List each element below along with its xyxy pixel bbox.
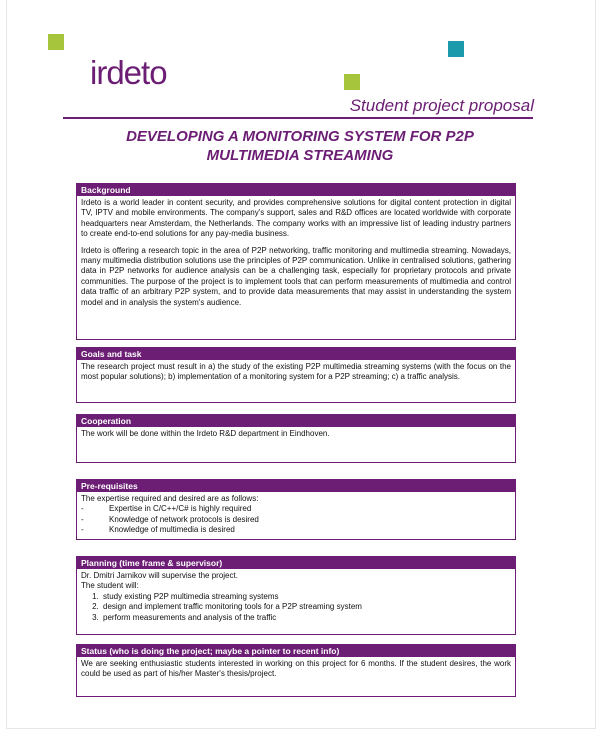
green-square-decoration: [48, 34, 64, 50]
background-paragraph-2: Irdeto is offering a research topic in the area of P2P networking, traffic monitoring and multimedia streaming. Nowadays, many multimedia distribution solutions use the principles of P2P communication. Unlike in centralised solutions, gathering data in P2P networks for audience analysis can be a challenging task, especially for proprietary protocols and private communities. The purpose of the project is to implement tools that can perform measurements of multimedia and control data traffic of an arbitrary P2P system, and to provide data measurements that may assist in understanding the system model and in analysis the system's audience.: [81, 245, 511, 307]
proposal-subtitle: Student project proposal: [349, 96, 534, 115]
header-rule: [63, 117, 533, 119]
background-section: [76, 183, 516, 340]
background-paragraph-1: Irdeto is a world leader in content security, and provides comprehensive solutions for digital content protection in digital TV, IPTV and mobile environments. The company's support, sales and R&D offices are located worldwide with corporate headquarters near Amsterdam, the Netherlands. The company works with an impressive list of leading industry partners to create end-to-end solutions for any pay-media business.: [81, 198, 511, 239]
planning-heading: Planning (time frame & supervisor): [77, 557, 515, 569]
list-item: 3. perform measurements and analysis of the traffic: [101, 613, 511, 623]
status-section: [76, 644, 516, 697]
prerequisites-body: [77, 492, 515, 538]
planning-supervisor: Dr. Dmitri Jarnikov will supervise the project.: [81, 571, 238, 580]
list-item: 2. design and implement traffic monitoring tools for a P2P streaming system: [101, 602, 511, 612]
cooperation-heading: Cooperation: [77, 415, 515, 427]
background-body: [77, 196, 515, 310]
goals-text: The research project must result in a) the study of the existing P2P multimedia streaming systems (with the focus on the most popular solutions); b) implementation of a monitoring system for a P2P streaming; c) a traffic analysis.: [81, 362, 511, 382]
cooperation-text: The work will be done within the Irdeto R&D department in Eindhoven.: [81, 429, 330, 438]
cooperation-section: [76, 414, 516, 463]
irdeto-logo: [90, 55, 200, 95]
planning-list: [81, 592, 511, 623]
status-text: We are seeking enthusiastic students interested in working on this project for 6 months. If the student desires, the work could be used as part of his/her Master's thesis/project.: [81, 659, 511, 679]
planning-body: [77, 569, 515, 625]
title-line-2: MULTIMEDIA STREAMING: [206, 147, 394, 164]
planning-student-intro: The student will:: [81, 581, 139, 591]
goals-heading: Goals and task: [77, 348, 515, 360]
list-item: - Knowledge of network protocols is desired: [81, 515, 511, 525]
list-item: - Expertise in C/C++/C# is highly required: [81, 504, 511, 514]
prerequisites-section: [76, 479, 516, 540]
goals-section: [76, 347, 516, 403]
logo-text: irdeto: [90, 55, 167, 91]
document-title: [60, 127, 540, 165]
prerequisites-intro: The expertise required and desired are as follows:: [81, 494, 259, 503]
planning-section: [76, 556, 516, 635]
teal-square-decoration: [448, 41, 464, 57]
list-item: 1. study existing P2P multimedia streaming systems: [101, 592, 511, 602]
title-line-1: DEVELOPING A MONITORING SYSTEM FOR P2P: [126, 128, 474, 145]
status-heading: Status (who is doing the project; maybe a pointer to recent info): [77, 645, 515, 657]
prerequisites-list: [81, 504, 511, 535]
list-item: - Knowledge of multimedia is desired: [81, 525, 511, 535]
green-square-decoration: [344, 74, 360, 90]
background-heading: Background: [77, 184, 515, 196]
prerequisites-heading: Pre-requisites: [77, 480, 515, 492]
